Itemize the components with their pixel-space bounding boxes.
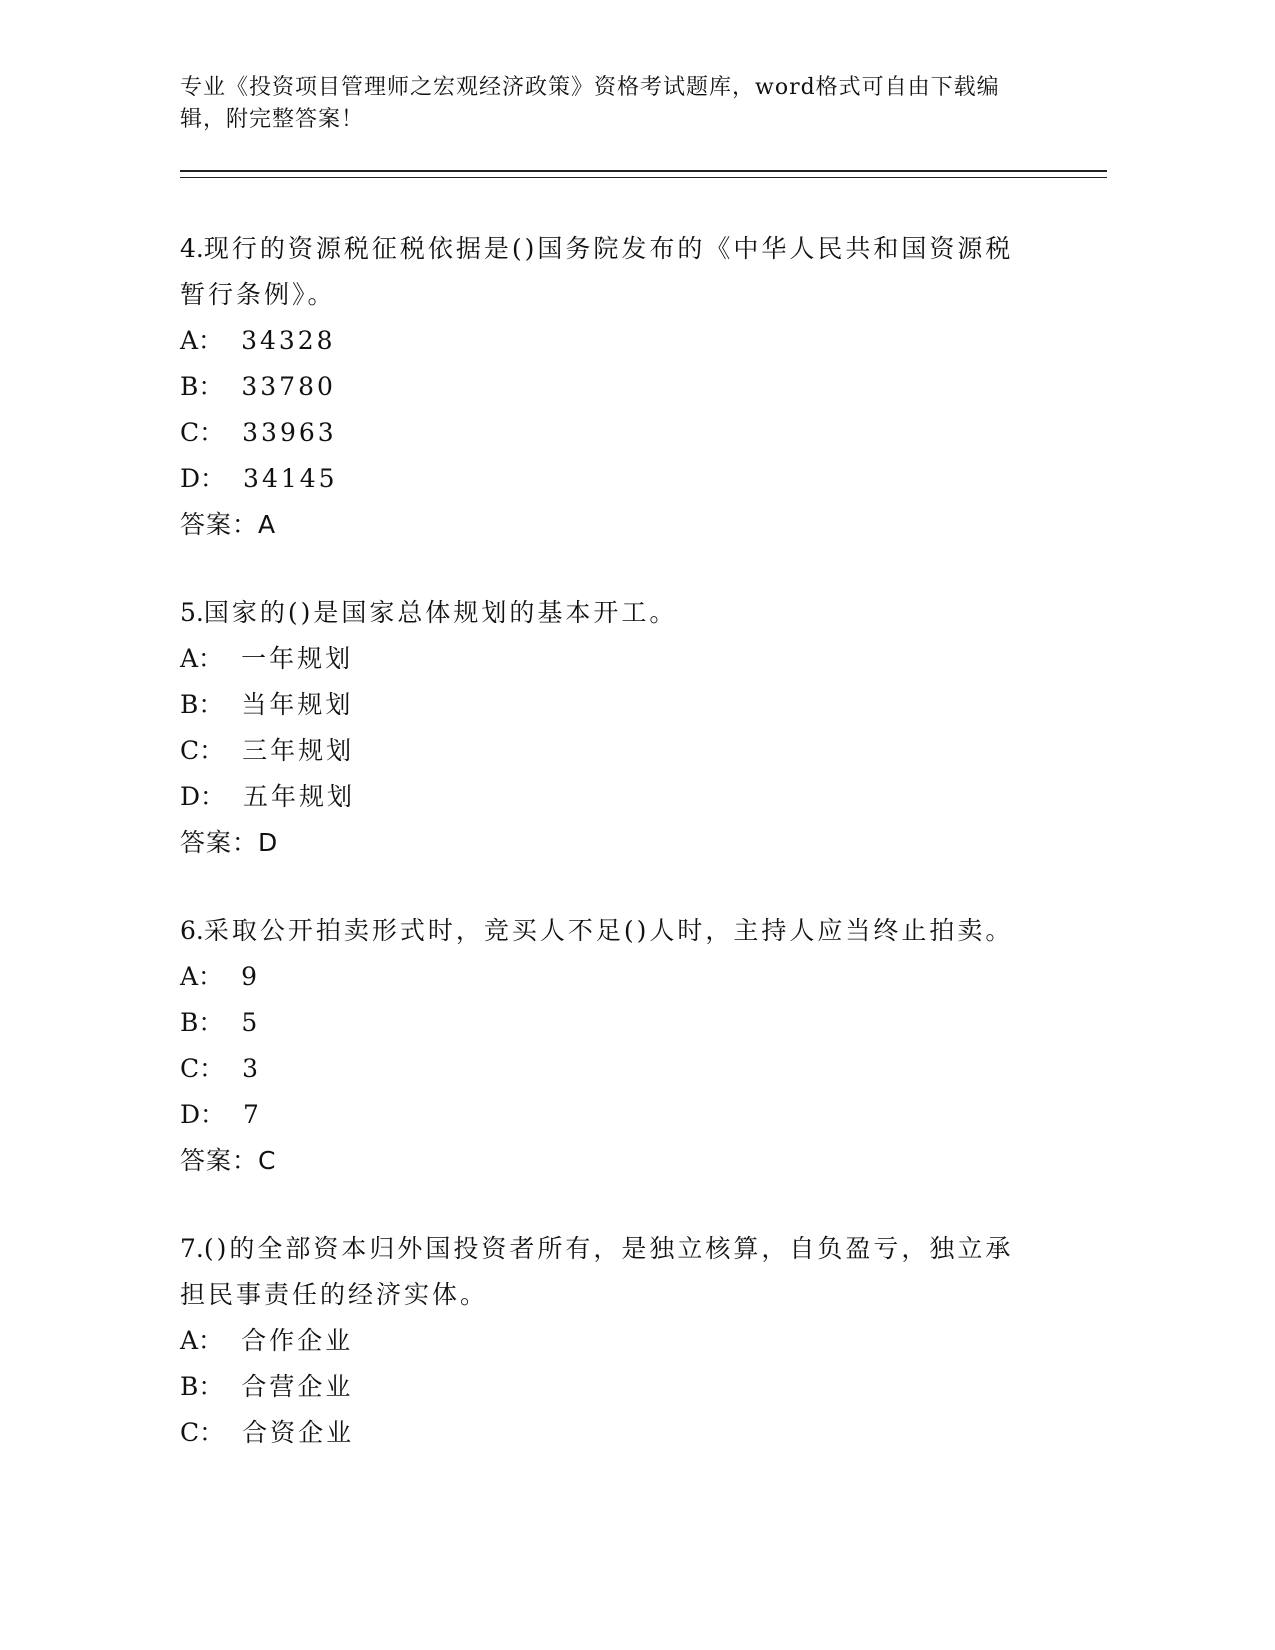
question-number: 6.: [180, 916, 204, 945]
option-text: 5: [241, 1008, 261, 1037]
option-text: 33963: [242, 418, 337, 447]
option-letter: A：: [180, 644, 224, 673]
option-text: 33780: [241, 372, 336, 401]
option-text: 合作企业: [241, 1326, 354, 1355]
option-letter: B：: [180, 1008, 224, 1037]
option-c: [180, 410, 1040, 456]
option-a: [180, 1318, 1040, 1364]
option-text: 五年规划: [243, 782, 356, 811]
option-letter: A：: [180, 962, 224, 991]
question-stem: [180, 908, 1040, 954]
option-letter: C：: [180, 1418, 225, 1447]
option-b: [180, 682, 1040, 728]
option-d: [180, 456, 1040, 502]
option-text: 一年规划: [241, 644, 354, 673]
option-a: [180, 318, 1040, 364]
question-4: [180, 226, 1040, 548]
option-letter: D：: [180, 464, 226, 493]
option-d: [180, 1092, 1040, 1138]
option-text: 34328: [241, 326, 336, 355]
option-text: 7: [243, 1100, 262, 1129]
option-letter: B：: [180, 372, 224, 401]
option-text: 34145: [243, 464, 338, 493]
answer-line: 答案：D: [180, 828, 279, 857]
question-text: 采取公开拍卖形式时，竞买人不足()人时，主持人应当终止拍卖。: [203, 916, 1014, 945]
question-text: 国家的()是国家总体规划的基本开工。: [203, 598, 678, 627]
document-intro: 专业《投资项目管理师之宏观经济政策》资格考试题库，word格式可自由下载编辑，附完整答案！: [180, 75, 1000, 132]
question-text: 现行的资源税征税依据是()国务院发布的《中华人民共和国资源税暂行条例》。: [180, 234, 1014, 309]
option-letter: A：: [180, 326, 224, 355]
option-letter: C：: [180, 736, 225, 765]
option-a: [180, 954, 1040, 1000]
question-stem: [180, 1226, 1040, 1318]
option-d: [180, 774, 1040, 820]
option-text: 9: [241, 962, 260, 991]
option-letter: C：: [180, 418, 225, 447]
header-divider-top: [180, 170, 1107, 172]
answer-line: 答案：C: [180, 1146, 277, 1175]
answer-line: 答案：A: [180, 510, 277, 539]
question-number: 5.: [180, 598, 204, 627]
question-stem: [180, 226, 1040, 318]
option-text: 合营企业: [241, 1372, 354, 1401]
question-number: 4.: [180, 234, 204, 263]
option-b: [180, 1000, 1040, 1046]
option-letter: B：: [180, 1372, 224, 1401]
question-stem: [180, 590, 1040, 636]
option-c: [180, 1046, 1040, 1092]
option-b: [180, 1364, 1040, 1410]
option-letter: A：: [180, 1326, 224, 1355]
option-c: [180, 728, 1040, 774]
question-5: [180, 590, 1040, 866]
option-text: 合资企业: [242, 1418, 355, 1447]
question-7: [180, 1226, 1040, 1456]
option-c: [180, 1410, 1040, 1456]
option-a: [180, 636, 1040, 682]
header-divider-bottom: [180, 177, 1107, 178]
question-number: 7.: [180, 1234, 204, 1263]
option-letter: C：: [180, 1054, 225, 1083]
option-text: 三年规划: [242, 736, 355, 765]
option-letter: D：: [180, 782, 226, 811]
option-text: 3: [242, 1054, 262, 1083]
option-b: [180, 364, 1040, 410]
question-6: [180, 908, 1040, 1184]
option-text: 当年规划: [241, 690, 354, 719]
question-list: [180, 226, 1040, 1498]
question-text: ()的全部资本归外国投资者所有，是独立核算，自负盈亏，独立承担民事责任的经济实体。: [180, 1234, 1014, 1309]
option-letter: D：: [180, 1100, 226, 1129]
option-letter: B：: [180, 690, 224, 719]
